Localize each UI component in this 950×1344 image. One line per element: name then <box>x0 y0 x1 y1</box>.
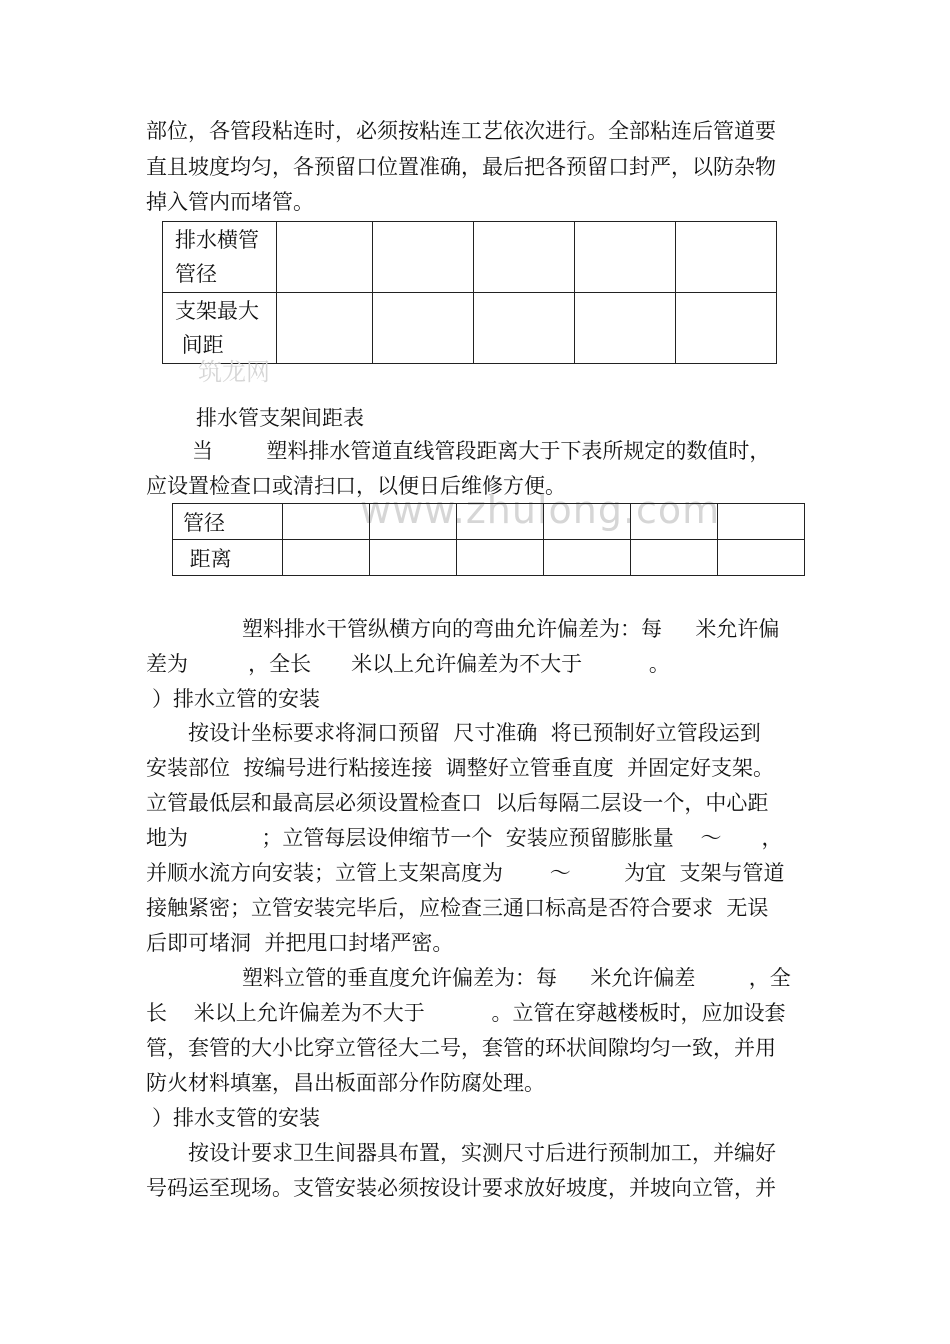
table-cell <box>283 504 370 540</box>
text-line: 当 塑料排水管道直线管段距离大于下表所规定的数值时， <box>192 439 771 463</box>
table-cell <box>474 222 575 293</box>
section-heading: ）排水支管的安装 <box>152 1106 320 1130</box>
text-line: 按设计坐标要求将洞口预留 尺寸准确 将已预制好立管段运到 <box>188 721 761 745</box>
section-heading: ）排水立管的安装 <box>152 687 320 711</box>
support-spacing-table <box>162 221 777 364</box>
table-row-label: 距离 <box>173 540 283 576</box>
text-line: 管，套管的大小比穿立管径大二号，套管的环状间隙均匀一致，并用 <box>146 1036 776 1060</box>
table-row <box>173 504 805 540</box>
text-line: 差为 ，全长 米以上允许偏差为不大于 。 <box>146 652 670 676</box>
text-line: 塑料排水干管纵横方向的弯曲允许偏差为：每 米允许偏 <box>242 617 780 641</box>
table-row-label <box>163 293 277 364</box>
table-row <box>173 540 805 576</box>
watermark-text: www.zhulong.com <box>360 488 721 532</box>
table-cell <box>676 293 777 364</box>
table-cell <box>718 504 805 540</box>
label-line: 间距 <box>175 333 224 357</box>
text-line: 号码运至现场。支管安装必须按设计要求放好坡度，并坡向立管，并 <box>146 1176 776 1200</box>
table-cell <box>457 540 544 576</box>
text-line: 并顺水流方向安装；立管上支架高度为 ～ 为宜 支架与管道 <box>146 861 785 885</box>
table-cell <box>676 222 777 293</box>
label-line: 支架最大 <box>175 299 259 323</box>
table-cell <box>544 504 631 540</box>
table-cell <box>575 222 676 293</box>
text-line: 长 米以上允许偏差为不大于 。立管在穿越楼板时，应加设套 <box>146 1001 786 1025</box>
text-line: 掉入管内而堵管。 <box>146 190 314 214</box>
text-line: 接触紧密；立管安装完毕后，应检查三通口标高是否符合要求 无误 <box>146 896 769 920</box>
text-line: 塑料立管的垂直度允许偏差为：每 米允许偏差 ，全 <box>242 966 791 990</box>
text-line: 立管最低层和最高层必须设置检查口 以后每隔二层设一个，中心距 <box>146 791 769 815</box>
table-row <box>163 222 777 293</box>
table-cell <box>544 540 631 576</box>
table-cell <box>370 504 457 540</box>
text-line: 直且坡度均匀，各预留口位置准确，最后把各预留口封严，以防杂物 <box>146 155 776 179</box>
text-line: 地为 ；立管每层设伸缩节一个 安装应预留膨胀量 ～ ， <box>146 826 783 850</box>
table-cell <box>718 540 805 576</box>
text-line: 安装部位 按编号进行粘接连接 调整好立管垂直度 并固定好支架。 <box>146 756 775 780</box>
text-line: 应设置检查口或清扫口，以便日后维修方便。 <box>146 474 566 498</box>
table-cell <box>370 540 457 576</box>
text-line: 按设计要求卫生间器具布置，实测尺寸后进行预制加工，并编好 <box>188 1141 776 1165</box>
table-row-label <box>163 222 277 293</box>
table-caption: 排水管支架间距表 <box>196 406 364 430</box>
table-cell <box>277 293 373 364</box>
label-line: 管径 <box>175 262 217 286</box>
text-line: 防火材料填塞，昌出板面部分作防腐处理。 <box>146 1071 545 1095</box>
table-cell <box>631 504 718 540</box>
text-line: 部位，各管段粘连时，必须按粘连工艺依次进行。全部粘连后管道要 <box>146 119 776 143</box>
table-cell <box>457 504 544 540</box>
watermark-text: 筑龙网 <box>198 358 270 386</box>
table-cell <box>277 222 373 293</box>
text-line: 后即可堵洞 并把甩口封堵严密。 <box>146 931 454 955</box>
table-row-label: 管径 <box>173 504 283 540</box>
table-cell <box>575 293 676 364</box>
label-line: 排水横管 <box>175 228 259 252</box>
pipe-distance-table <box>172 503 805 576</box>
table-cell <box>474 293 575 364</box>
table-cell <box>283 540 370 576</box>
table-cell <box>373 293 474 364</box>
table-row <box>163 293 777 364</box>
table-cell <box>373 222 474 293</box>
table-cell <box>631 540 718 576</box>
